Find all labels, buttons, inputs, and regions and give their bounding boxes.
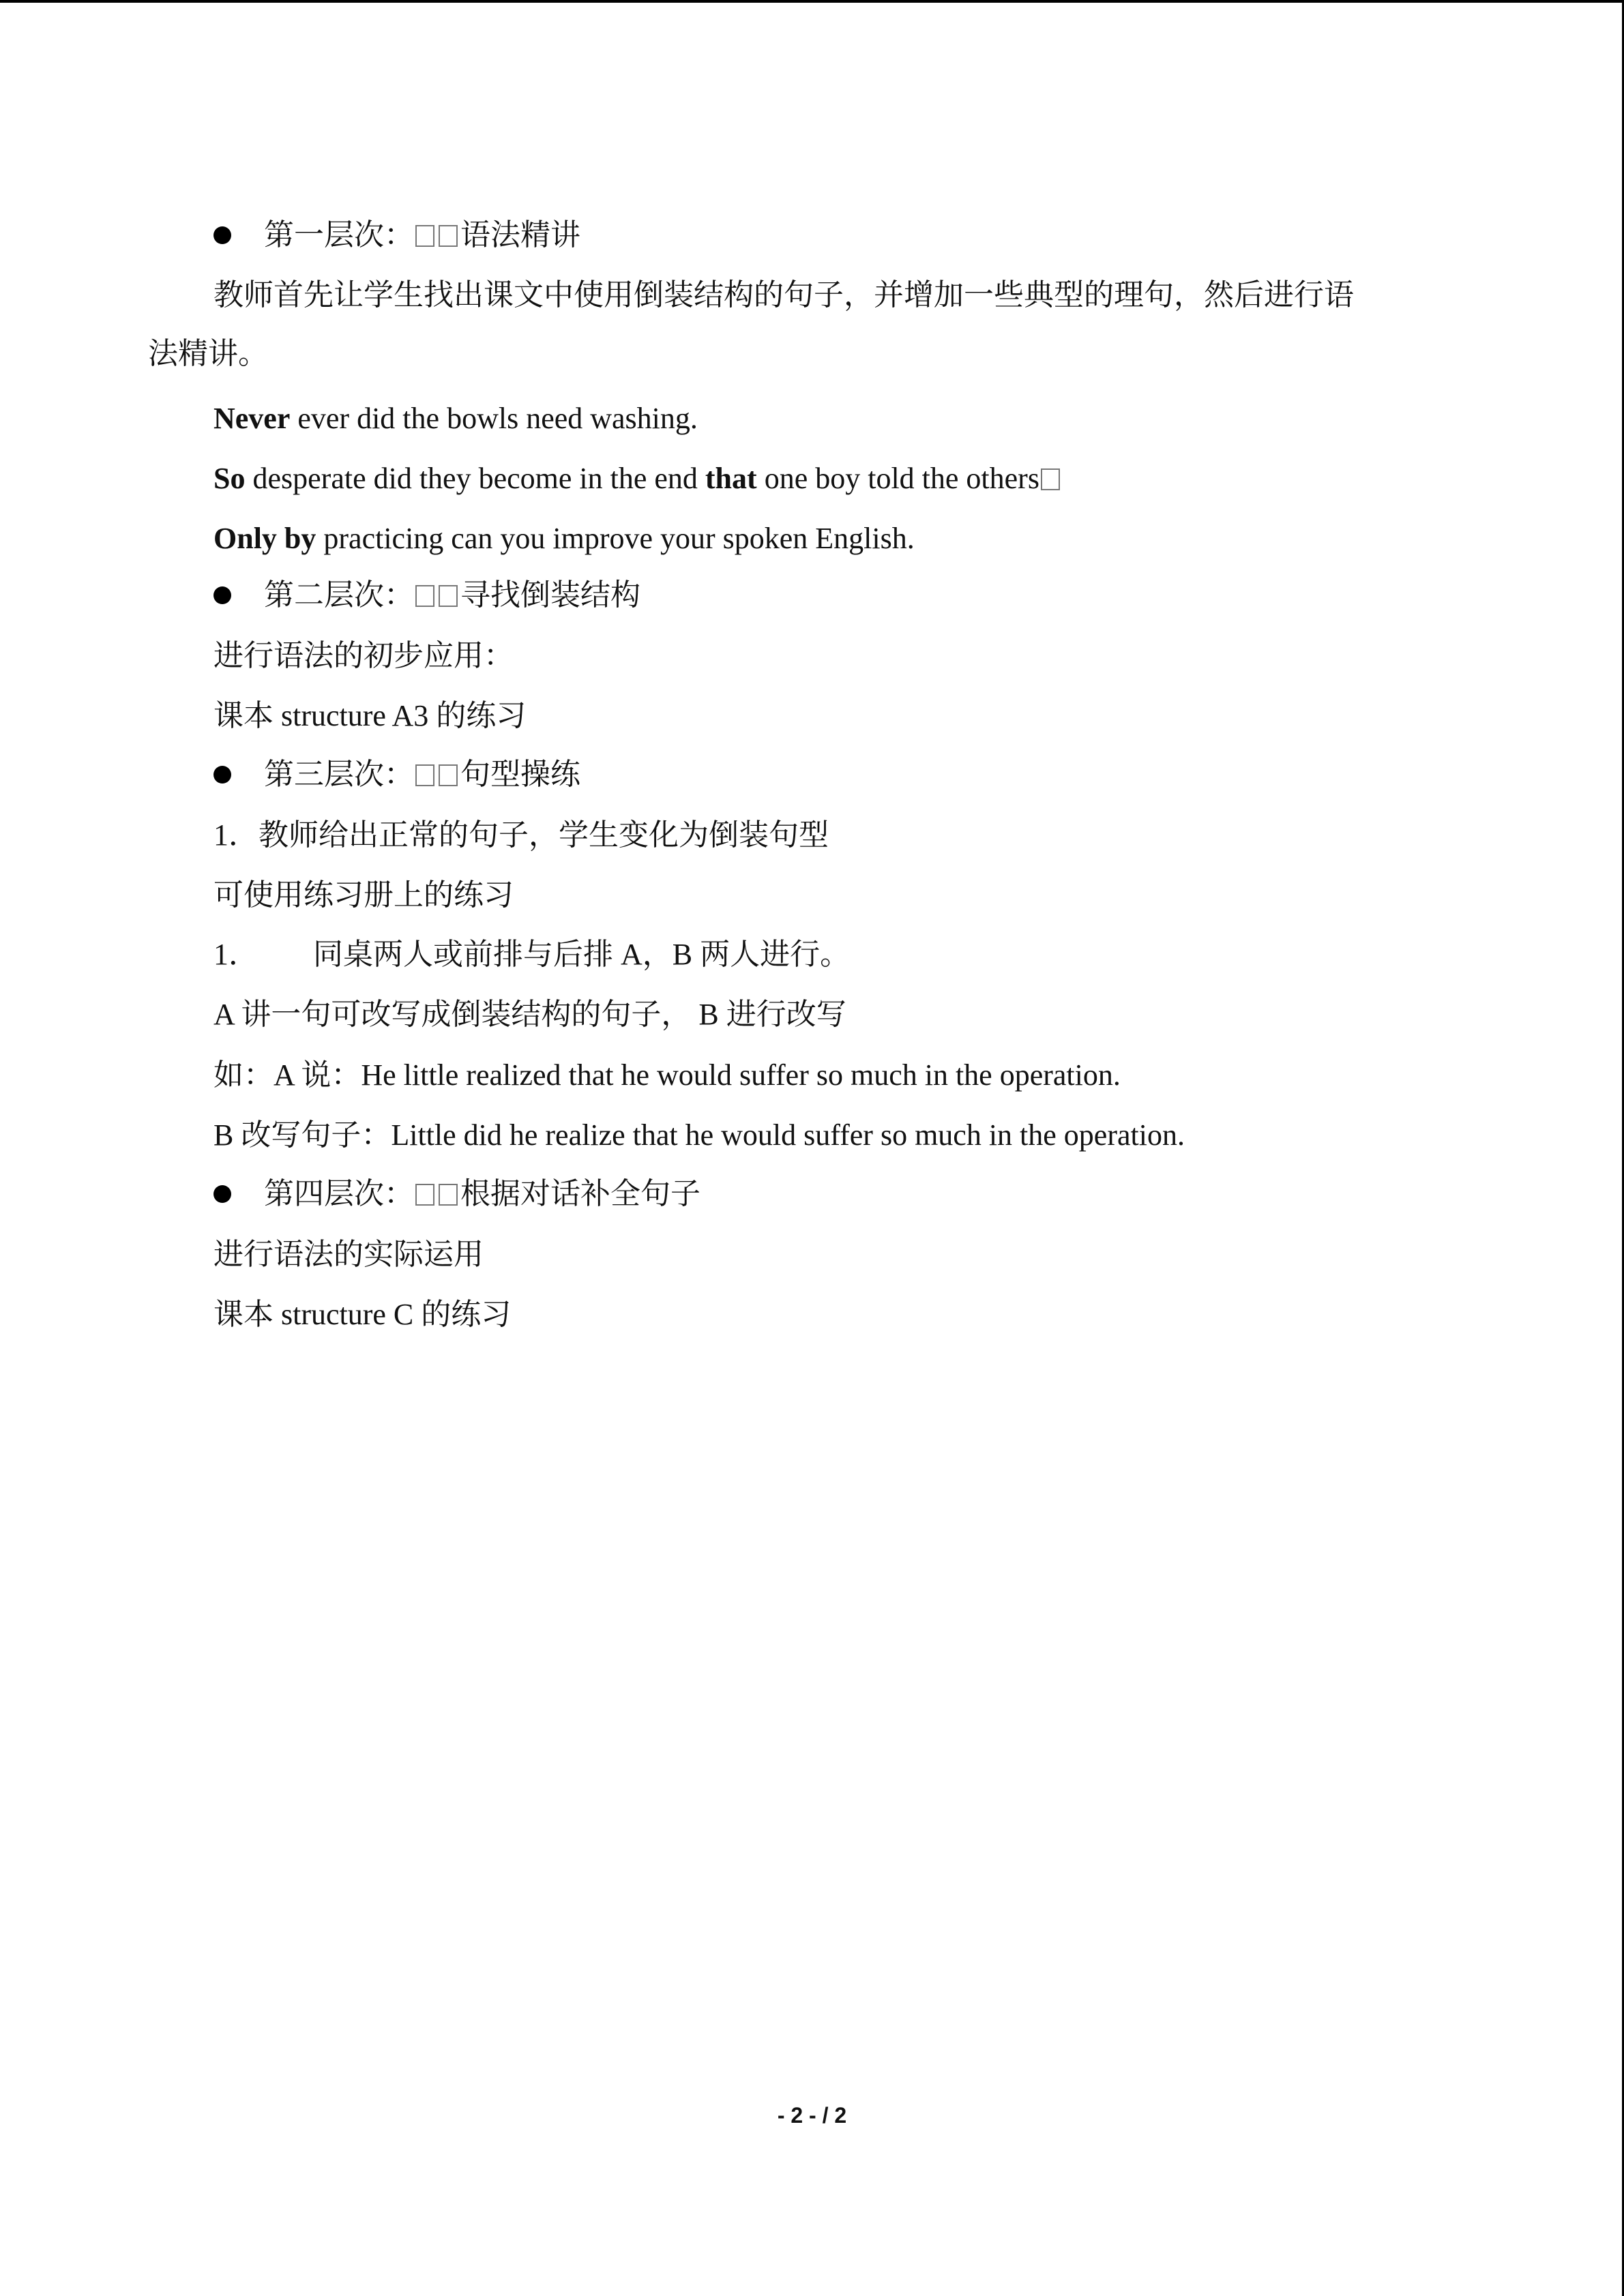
page-number: - 2 - / 2	[777, 2103, 847, 2128]
example-sentence-2	[213, 458, 1063, 499]
missing-glyph-icon	[1041, 468, 1060, 490]
example-2-keyword-that: that	[705, 462, 757, 495]
missing-glyph-icon	[439, 764, 458, 786]
intro-paragraph-line2: 法精讲。	[148, 337, 268, 370]
level2-line2: 课本 structure A3 的练习	[213, 699, 527, 732]
level2-title: 第二层次：	[264, 578, 414, 612]
top-border	[0, 0, 1624, 3]
level3-item2-text: 同桌两人或前排与后排 A，B 两人进行。	[313, 938, 851, 971]
missing-glyph-icon	[439, 585, 458, 607]
bullet-icon	[213, 575, 264, 616]
example-1-keyword: Never	[213, 402, 291, 435]
level4-title: 第四层次：	[264, 1177, 414, 1210]
level3-topic: 句型操练	[460, 758, 580, 791]
example-3-keyword: Only by	[213, 522, 316, 555]
level3-heading	[213, 754, 580, 795]
missing-glyph-icon	[415, 1184, 434, 1206]
level2-line1: 进行语法的初步应用：	[213, 639, 514, 672]
example-sentence-1	[213, 398, 698, 439]
missing-glyph-icon	[415, 585, 434, 607]
example-1-text: ever did the bowls need washing.	[290, 402, 698, 435]
missing-glyph-icon	[439, 1184, 458, 1206]
bullet-icon	[213, 1174, 264, 1214]
example-sentence-3	[213, 518, 915, 559]
level2-heading	[213, 575, 640, 616]
level3-item2-note: A 讲一句可改写成倒装结构的句子， B 进行改写	[213, 998, 846, 1031]
level1-title: 第一层次：	[264, 218, 414, 252]
missing-glyph-icon	[415, 764, 434, 786]
level1-topic: 语法精讲	[460, 218, 580, 252]
bullet-icon	[213, 215, 264, 256]
level3-item2-number: 1．	[213, 938, 259, 971]
intro-paragraph-line1: 教师首先让学生找出课文中使用倒装结构的句子，并增加一些典型的理句，然后进行语	[213, 278, 1354, 312]
level1-heading	[213, 215, 580, 256]
bullet-icon	[213, 754, 264, 795]
level4-heading	[213, 1174, 700, 1214]
level3-item1: 1．教师给出正常的句子，学生变化为倒装句型	[213, 818, 829, 852]
missing-glyph-icon	[415, 225, 434, 247]
level2-topic: 寻找倒装结构	[460, 578, 640, 612]
level3-item2	[213, 934, 850, 975]
level3-example-a: 如：A 说：He little realized that he would suffer so much in the operation.	[213, 1058, 1121, 1092]
level3-item1-note: 可使用练习册上的练习	[213, 878, 514, 912]
level4-line1: 进行语法的实际运用	[213, 1238, 484, 1271]
level3-title: 第三层次：	[264, 758, 414, 791]
missing-glyph-icon	[439, 225, 458, 247]
level4-topic: 根据对话补全句子	[460, 1177, 700, 1210]
example-2-middle: desperate did they become in the end	[245, 462, 705, 495]
example-2-text: one boy told the others	[756, 462, 1039, 495]
level4-line2: 课本 structure C 的练习	[213, 1298, 512, 1331]
example-2-keyword-so: So	[213, 462, 246, 495]
example-3-text: practicing can you improve your spoken English.	[316, 522, 915, 555]
level3-example-b: B 改写句子：Little did he realize that he would suffer so much in the operation.	[213, 1118, 1185, 1152]
